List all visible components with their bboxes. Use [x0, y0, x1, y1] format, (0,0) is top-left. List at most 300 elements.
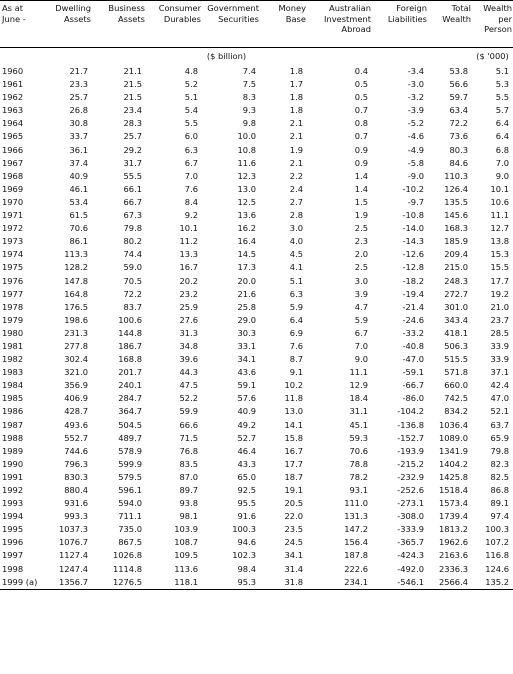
cell-year: 1989: [2, 445, 24, 456]
cell-year: 1979: [2, 314, 24, 325]
cell-government-securities: 94.6: [237, 537, 256, 548]
cell-government-securities: 8.3: [242, 92, 256, 103]
table-row: [0, 563, 513, 576]
cell-year: 1974: [2, 249, 24, 260]
cell-consumer-durables: 5.5: [184, 118, 198, 129]
cell-dwelling-assets: 61.5: [69, 210, 88, 221]
cell-business-assets: 1026.8: [112, 550, 142, 561]
table-row: [0, 327, 513, 340]
cell-total-wealth: 1404.2: [438, 458, 468, 469]
cell-dwelling-assets: 744.6: [64, 445, 88, 456]
cell-foreign-liabilities: -273.1: [397, 498, 424, 509]
cell-consumer-durables: 108.7: [174, 537, 198, 548]
cell-wealth-per-person: 79.8: [490, 445, 509, 456]
cell-australian-investment-abroad: 5.9: [354, 314, 368, 325]
cell-australian-investment-abroad: 7.0: [354, 340, 368, 351]
table-row: [0, 78, 513, 91]
cell-total-wealth: 1518.4: [438, 485, 468, 495]
cell-year: 1980: [2, 327, 24, 338]
cell-business-assets: 28.3: [123, 118, 142, 129]
cell-dwelling-assets: 1247.4: [58, 563, 88, 574]
cell-year: 1994: [2, 511, 24, 522]
cell-dwelling-assets: 931.6: [64, 498, 88, 509]
cell-australian-investment-abroad: 45.1: [349, 419, 368, 430]
cell-business-assets: 83.7: [123, 301, 142, 312]
cell-dwelling-assets: 21.7: [69, 66, 88, 76]
cell-foreign-liabilities: -86.0: [402, 393, 424, 404]
units-thousand-label: ($ '000): [476, 50, 509, 61]
cell-business-assets: 59.0: [123, 262, 142, 273]
cell-consumer-durables: 47.5: [179, 380, 198, 391]
cell-wealth-per-person: 37.1: [490, 367, 509, 378]
table-row: [0, 379, 513, 392]
cell-year: 1987: [2, 419, 24, 430]
table-row: [0, 104, 513, 117]
cell-total-wealth: 834.2: [444, 406, 468, 417]
cell-wealth-per-person: 9.0: [495, 170, 509, 181]
cell-foreign-liabilities: -365.7: [397, 537, 424, 548]
cell-year: 1960: [2, 66, 24, 76]
cell-business-assets: 711.1: [118, 511, 142, 522]
cell-foreign-liabilities: -12.6: [402, 249, 424, 260]
cell-money-base: 1.8: [289, 105, 303, 116]
cell-total-wealth: 1425.8: [438, 471, 468, 482]
cell-wealth-per-person: 82.3: [490, 458, 509, 469]
cell-foreign-liabilities: -104.2: [397, 406, 424, 417]
cell-business-assets: 144.8: [118, 327, 142, 338]
cell-government-securities: 16.2: [237, 223, 256, 234]
cell-australian-investment-abroad: 0.9: [354, 144, 368, 155]
cell-business-assets: 284.7: [118, 393, 142, 404]
cell-business-assets: 594.0: [118, 498, 142, 509]
cell-dwelling-assets: 552.7: [64, 432, 88, 443]
cell-dwelling-assets: 1076.7: [58, 537, 88, 548]
cell-year: 1985: [2, 393, 24, 404]
cell-dwelling-assets: 493.6: [64, 419, 88, 430]
cell-total-wealth: 72.2: [449, 118, 468, 129]
table-row: [0, 248, 513, 261]
cell-consumer-durables: 5.2: [184, 79, 198, 90]
cell-business-assets: 80.2: [123, 236, 142, 247]
cell-year: 1996: [2, 537, 24, 548]
cell-year: 1998: [2, 563, 24, 574]
table-row: [0, 117, 513, 130]
cell-australian-investment-abroad: 31.1: [349, 406, 368, 417]
cell-foreign-liabilities: -14.3: [402, 236, 424, 247]
cell-total-wealth: 506.3: [444, 340, 468, 351]
cell-total-wealth: 209.4: [444, 249, 468, 260]
cell-australian-investment-abroad: 234.1: [307, 576, 372, 590]
col-header-foreign-liabilities: Foreign Liabilities: [387, 3, 427, 24]
cell-government-securities: 49.2: [237, 419, 256, 430]
cell-foreign-liabilities: -12.8: [402, 262, 424, 273]
cell-total-wealth: 2566.4: [428, 576, 472, 590]
cell-australian-investment-abroad: 0.7: [354, 131, 368, 142]
cell-australian-investment-abroad: 131.3: [344, 511, 368, 522]
cell-money-base: 24.5: [284, 537, 303, 548]
cell-money-base: 22.0: [284, 511, 303, 522]
cell-total-wealth: 145.6: [444, 210, 468, 221]
cell-total-wealth: 80.3: [449, 144, 468, 155]
table-row: [0, 288, 513, 301]
cell-wealth-per-person: 11.1: [490, 210, 509, 221]
cell-government-securities: 10.8: [237, 144, 256, 155]
cell-year: 1962: [2, 92, 24, 103]
cell-wealth-per-person: 10.6: [490, 196, 509, 207]
cell-wealth-per-person: 42.4: [490, 380, 509, 391]
cell-wealth-per-person: 63.7: [490, 419, 509, 430]
cell-business-assets: 578.9: [118, 445, 142, 456]
cell-dwelling-assets: 128.2: [64, 262, 88, 273]
table-row: [0, 144, 513, 157]
cell-government-securities: 92.5: [237, 485, 256, 495]
cell-year: 1967: [2, 157, 24, 168]
cell-consumer-durables: 7.0: [184, 170, 198, 181]
cell-consumer-durables: 98.1: [179, 511, 198, 522]
cell-australian-investment-abroad: 1.4: [354, 170, 368, 181]
cell-wealth-per-person: 5.1: [495, 66, 509, 76]
cell-year: 1966: [2, 144, 24, 155]
cell-australian-investment-abroad: 4.7: [354, 301, 368, 312]
units-row: [0, 48, 513, 66]
cell-year: 1988: [2, 432, 24, 443]
cell-dwelling-assets: 356.9: [64, 380, 88, 391]
cell-foreign-liabilities: -5.8: [407, 157, 424, 168]
table-row: [0, 432, 513, 445]
cell-total-wealth: 2336.3: [438, 563, 468, 574]
cell-business-assets: 23.4: [123, 105, 142, 116]
cell-government-securities: 91.6: [237, 511, 256, 522]
units-billion-label: ($ billion): [206, 50, 247, 61]
cell-government-securities: 7.4: [242, 66, 256, 76]
cell-total-wealth: 2163.6: [438, 550, 468, 561]
cell-dwelling-assets: 428.7: [64, 406, 88, 417]
cell-government-securities: 9.8: [242, 118, 256, 129]
cell-money-base: 18.7: [284, 471, 303, 482]
cell-consumer-durables: 93.8: [179, 498, 198, 509]
cell-australian-investment-abroad: 3.0: [354, 275, 368, 286]
cell-consumer-durables: 87.0: [179, 471, 198, 482]
cell-year: 1963: [2, 105, 24, 116]
cell-consumer-durables: 71.5: [179, 432, 198, 443]
cell-australian-investment-abroad: 2.5: [354, 223, 368, 234]
cell-business-assets: 29.2: [123, 144, 142, 155]
cell-foreign-liabilities: -59.1: [402, 367, 424, 378]
header-row: [0, 1, 513, 48]
cell-total-wealth: 53.8: [449, 66, 468, 76]
cell-foreign-liabilities: -9.7: [407, 196, 424, 207]
cell-government-securities: 9.3: [242, 105, 256, 116]
cell-year: 1981: [2, 340, 24, 351]
cell-total-wealth: 571.8: [444, 367, 468, 378]
cell-foreign-liabilities: -4.6: [407, 131, 424, 142]
cell-money-base: 2.1: [289, 131, 303, 142]
cell-consumer-durables: 7.6: [184, 183, 198, 194]
table-row: [0, 183, 513, 196]
cell-year: 1997: [2, 550, 24, 561]
cell-government-securities: 12.3: [237, 170, 256, 181]
cell-year: 1982: [2, 354, 24, 365]
cell-business-assets: 25.7: [123, 131, 142, 142]
cell-wealth-per-person: 107.2: [485, 537, 509, 548]
cell-wealth-per-person: 65.9: [490, 432, 509, 443]
cell-business-assets: 1114.8: [112, 563, 142, 574]
cell-business-assets: 201.7: [118, 367, 142, 378]
cell-total-wealth: 418.1: [444, 327, 468, 338]
cell-business-assets: 66.7: [123, 196, 142, 207]
cell-wealth-per-person: 52.1: [490, 406, 509, 417]
cell-total-wealth: 1341.9: [438, 445, 468, 456]
table-row: [0, 157, 513, 170]
cell-consumer-durables: 6.3: [184, 144, 198, 155]
col-header-year: As at June -: [2, 3, 26, 24]
cell-money-base: 31.8: [260, 576, 307, 590]
cell-foreign-liabilities: -47.0: [402, 354, 424, 365]
table-row: [0, 576, 513, 590]
cell-wealth-per-person: 7.0: [495, 157, 509, 168]
cell-government-securities: 13.6: [237, 210, 256, 221]
table-row: [0, 91, 513, 104]
cell-total-wealth: 168.3: [444, 223, 468, 234]
table-row: [0, 405, 513, 418]
table-row: [0, 301, 513, 314]
cell-wealth-per-person: 13.8: [490, 236, 509, 247]
cell-year: 1992: [2, 485, 24, 495]
table-row: [0, 170, 513, 183]
cell-business-assets: 240.1: [118, 380, 142, 391]
cell-government-securities: 13.0: [237, 183, 256, 194]
cell-australian-investment-abroad: 2.0: [354, 249, 368, 260]
cell-money-base: 31.4: [284, 563, 303, 574]
cell-consumer-durables: 27.6: [179, 314, 198, 325]
table-row: [0, 392, 513, 405]
cell-money-base: 6.4: [289, 314, 303, 325]
cell-total-wealth: 135.5: [444, 196, 468, 207]
cell-wealth-per-person: 89.1: [490, 498, 509, 509]
cell-consumer-durables: 5.1: [184, 92, 198, 103]
cell-consumer-durables: 52.2: [179, 393, 198, 404]
cell-australian-investment-abroad: 70.6: [349, 445, 368, 456]
cell-wealth-per-person: 23.7: [490, 314, 509, 325]
cell-wealth-per-person: 5.5: [495, 92, 509, 103]
table-row: [0, 261, 513, 274]
cell-dwelling-assets: 113.3: [64, 249, 88, 260]
cell-government-securities: 17.3: [237, 262, 256, 273]
cell-consumer-durables: 6.7: [184, 157, 198, 168]
cell-total-wealth: 272.7: [444, 288, 468, 299]
cell-government-securities: 43.3: [237, 458, 256, 469]
cell-business-assets: 72.2: [123, 288, 142, 299]
cell-money-base: 20.5: [284, 498, 303, 509]
cell-australian-investment-abroad: 0.8: [354, 118, 368, 129]
cell-year: 1972: [2, 223, 24, 234]
cell-foreign-liabilities: -21.4: [402, 301, 424, 312]
cell-dwelling-assets: 176.5: [64, 301, 88, 312]
cell-australian-investment-abroad: 0.5: [354, 92, 368, 103]
cell-year: 1990: [2, 458, 24, 469]
cell-consumer-durables: 6.0: [184, 131, 198, 142]
cell-consumer-durables: 34.8: [179, 340, 198, 351]
table-row: [0, 510, 513, 523]
cell-year: 1983: [2, 367, 24, 378]
cell-government-securities: 16.4: [237, 236, 256, 247]
table-row: [0, 366, 513, 379]
cell-dwelling-assets: 30.8: [69, 118, 88, 129]
cell-consumer-durables: 31.3: [179, 327, 198, 338]
cell-year: 1969: [2, 183, 24, 194]
cell-foreign-liabilities: -5.2: [407, 118, 424, 129]
cell-money-base: 6.9: [289, 327, 303, 338]
cell-wealth-per-person: 21.0: [490, 301, 509, 312]
cell-money-base: 15.8: [284, 432, 303, 443]
cell-government-securities: 30.3: [237, 327, 256, 338]
cell-dwelling-assets: 1356.7: [44, 576, 92, 590]
cell-dwelling-assets: 40.9: [69, 170, 88, 181]
cell-consumer-durables: 13.3: [179, 249, 198, 260]
cell-total-wealth: 110.3: [444, 170, 468, 181]
cell-dwelling-assets: 880.4: [64, 485, 88, 495]
cell-government-securities: 95.5: [237, 498, 256, 509]
cell-consumer-durables: 4.8: [184, 66, 198, 76]
cell-australian-investment-abroad: 6.7: [354, 327, 368, 338]
cell-consumer-durables: 5.4: [184, 105, 198, 116]
cell-money-base: 1.8: [289, 92, 303, 103]
cell-total-wealth: 63.4: [449, 105, 468, 116]
cell-dwelling-assets: 23.3: [69, 79, 88, 90]
cell-year: 1976: [2, 275, 24, 286]
cell-year: 1961: [2, 79, 24, 90]
table-row: [0, 275, 513, 288]
cell-money-base: 10.2: [284, 380, 303, 391]
cell-total-wealth: 515.5: [444, 354, 468, 365]
cell-business-assets: 67.3: [123, 210, 142, 221]
cell-australian-investment-abroad: 78.2: [349, 471, 368, 482]
cell-consumer-durables: 20.2: [179, 275, 198, 286]
cell-money-base: 2.7: [289, 196, 303, 207]
cell-wealth-per-person: 6.4: [495, 118, 509, 129]
cell-consumer-durables: 10.1: [179, 223, 198, 234]
cell-australian-investment-abroad: 59.3: [349, 432, 368, 443]
cell-consumer-durables: 103.9: [174, 524, 198, 535]
cell-business-assets: 867.5: [118, 537, 142, 548]
cell-australian-investment-abroad: 156.4: [344, 537, 368, 548]
col-header-business-assets: Business Assets: [108, 3, 145, 24]
cell-business-assets: 70.5: [123, 275, 142, 286]
cell-business-assets: 599.9: [118, 458, 142, 469]
cell-government-securities: 59.1: [237, 380, 256, 391]
cell-wealth-per-person: 82.5: [490, 471, 509, 482]
cell-business-assets: 364.7: [118, 406, 142, 417]
cell-total-wealth: 126.4: [444, 183, 468, 194]
cell-money-base: 2.1: [289, 157, 303, 168]
cell-dwelling-assets: 25.7: [69, 92, 88, 103]
cell-foreign-liabilities: -10.8: [402, 210, 424, 221]
cell-business-assets: 735.0: [118, 524, 142, 535]
cell-total-wealth: 248.3: [444, 275, 468, 286]
cell-business-assets: 55.5: [123, 170, 142, 181]
cell-consumer-durables: 9.2: [184, 210, 198, 221]
cell-consumer-durables: 25.9: [179, 301, 198, 312]
cell-dwelling-assets: 302.4: [64, 354, 88, 365]
cell-government-securities: 100.3: [232, 524, 256, 535]
table-row: [0, 222, 513, 235]
cell-foreign-liabilities: -492.0: [397, 563, 424, 574]
cell-consumer-durables: 118.1: [146, 576, 202, 590]
table-row: [0, 445, 513, 458]
cell-consumer-durables: 113.6: [174, 563, 198, 574]
table-row: [0, 340, 513, 353]
cell-year: 1978: [2, 301, 24, 312]
cell-foreign-liabilities: -66.7: [402, 380, 424, 391]
cell-money-base: 19.1: [284, 485, 303, 495]
cell-total-wealth: 56.6: [449, 79, 468, 90]
cell-australian-investment-abroad: 111.0: [344, 498, 368, 509]
cell-government-securities: 7.5: [242, 79, 256, 90]
cell-dwelling-assets: 164.8: [64, 288, 88, 299]
col-header-government-securities: Government Securities: [207, 3, 259, 24]
cell-business-assets: 596.1: [118, 485, 142, 495]
cell-money-base: 2.1: [289, 118, 303, 129]
cell-year: 1991: [2, 471, 24, 482]
cell-australian-investment-abroad: 187.8: [344, 550, 368, 561]
cell-consumer-durables: 44.3: [179, 367, 198, 378]
cell-wealth-per-person: 15.3: [490, 249, 509, 260]
cell-wealth-per-person: 33.9: [490, 340, 509, 351]
cell-consumer-durables: 11.2: [179, 236, 198, 247]
cell-year: 1999 (a): [0, 576, 44, 590]
cell-dwelling-assets: 86.1: [69, 236, 88, 247]
cell-wealth-per-person: 5.3: [495, 79, 509, 90]
cell-total-wealth: 1813.2: [438, 524, 468, 535]
cell-total-wealth: 59.7: [449, 92, 468, 103]
cell-wealth-per-person: 47.0: [490, 393, 509, 404]
cell-government-securities: 40.9: [237, 406, 256, 417]
cell-money-base: 1.8: [289, 66, 303, 76]
col-header-money-base: Money Base: [278, 3, 306, 24]
cell-government-securities: 57.6: [237, 393, 256, 404]
cell-australian-investment-abroad: 1.4: [354, 183, 368, 194]
cell-business-assets: 504.5: [118, 419, 142, 430]
cell-dwelling-assets: 796.3: [64, 458, 88, 469]
table-body: [0, 65, 513, 589]
cell-australian-investment-abroad: 1.5: [354, 196, 368, 207]
col-header-consumer-durables: Consumer Durables: [158, 3, 201, 24]
cell-consumer-durables: 8.4: [184, 196, 198, 207]
cell-money-base: 5.1: [289, 275, 303, 286]
cell-government-securities: 46.4: [237, 445, 256, 456]
cell-consumer-durables: 83.5: [179, 458, 198, 469]
cell-total-wealth: 660.0: [444, 380, 468, 391]
cell-total-wealth: 84.6: [449, 157, 468, 168]
cell-year: 1968: [2, 170, 24, 181]
cell-wealth-per-person: 28.5: [490, 327, 509, 338]
cell-wealth-per-person: 10.1: [490, 183, 509, 194]
cell-business-assets: 21.1: [123, 66, 142, 76]
cell-money-base: 23.5: [284, 524, 303, 535]
cell-foreign-liabilities: -4.9: [407, 144, 424, 155]
cell-business-assets: 66.1: [123, 183, 142, 194]
cell-year: 1973: [2, 236, 24, 247]
cell-money-base: 16.7: [284, 445, 303, 456]
cell-money-base: 2.8: [289, 210, 303, 221]
cell-dwelling-assets: 321.0: [64, 367, 88, 378]
cell-business-assets: 21.5: [123, 79, 142, 90]
cell-money-base: 3.0: [289, 223, 303, 234]
cell-wealth-per-person: 135.2: [472, 576, 513, 590]
cell-wealth-per-person: 100.3: [485, 524, 509, 535]
table-row: [0, 484, 513, 497]
col-header-total-wealth: Total Wealth: [442, 3, 471, 24]
